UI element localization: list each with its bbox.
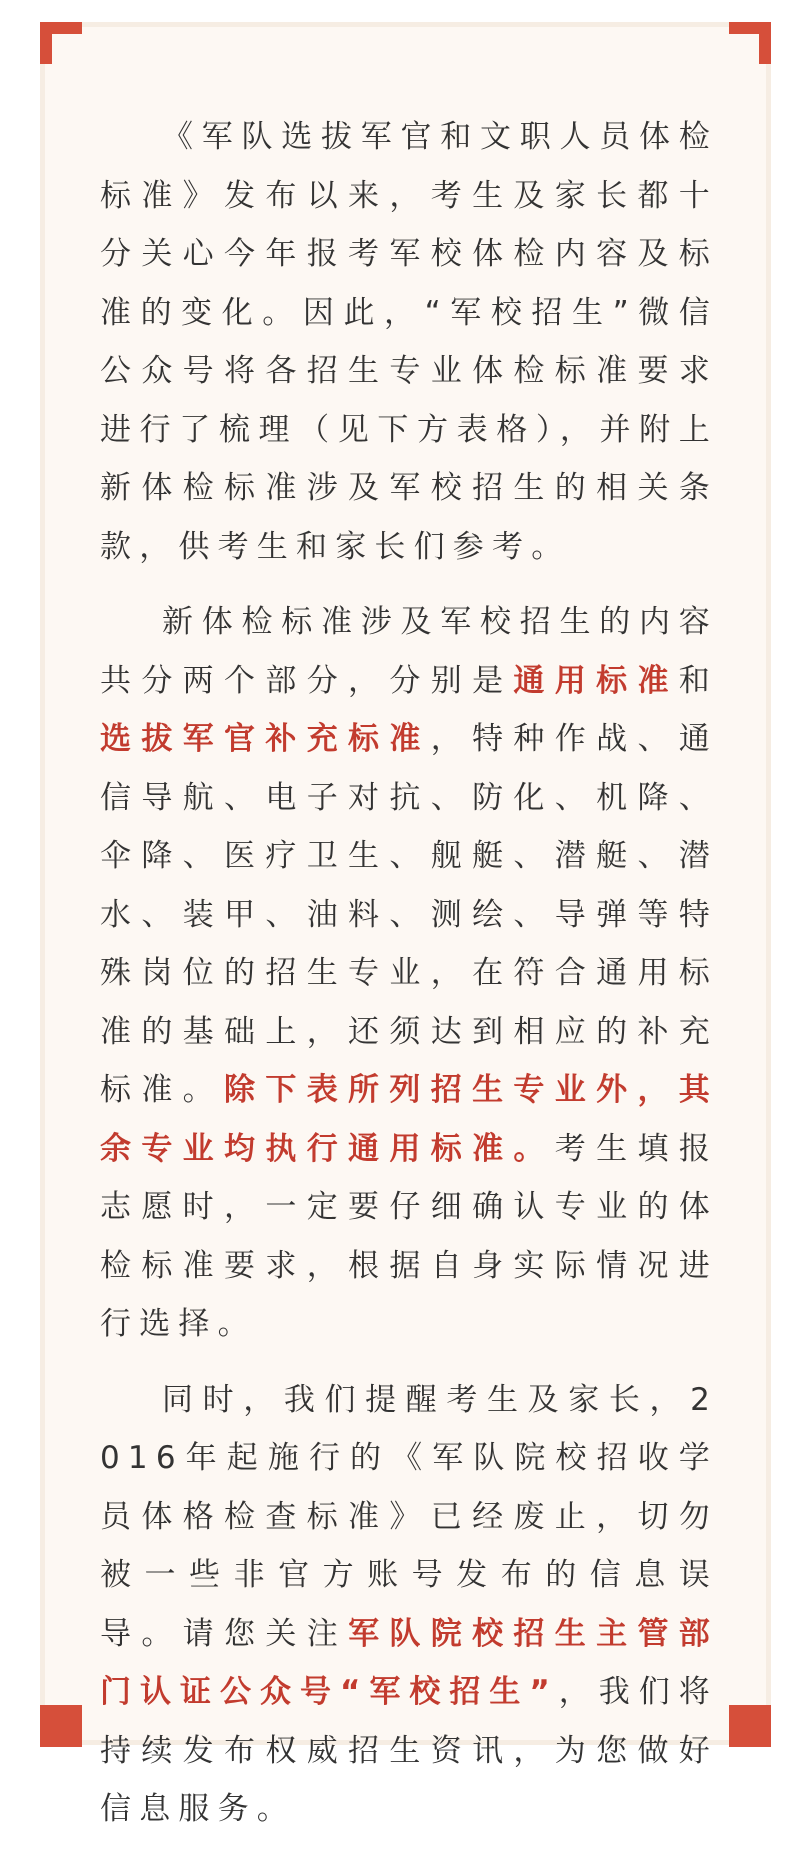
highlight-other-majors-note: 除下表所列招生专业外，其余专业均执行通用标准。 xyxy=(100,1072,718,1167)
highlight-general-standard: 通用标准 xyxy=(513,662,679,699)
paragraph-standards xyxy=(100,593,718,1354)
standards-text-4: 考生填报志愿时，一定要仔细确认专业的体检标准要求，根据自身实际情况进行选择。 xyxy=(100,1130,718,1342)
standards-text-2: 和 xyxy=(678,662,718,699)
article-body xyxy=(100,108,718,1856)
corner-decoration-bottom-left xyxy=(40,1705,82,1747)
highlight-official-account: 军队院校招生主管部门认证公众号“军校招生” xyxy=(100,1615,718,1710)
paragraph-intro-text: 《军队选拔军官和文职人员体检标准》发布以来，考生及家长都十分关心今年报考军校体检内容及标准的变化。因此，“军校招生”微信公众号将各招生专业体检标准要求进行了梳理（见下方表格），并附上新体检标准涉及军校招生的相关条款，供考生和家长们参考。 xyxy=(100,119,718,565)
reminder-text-1: 同时，我们提醒考生及家长，2016年起施行的《军队院校招收学员体格检查标准》已经废止，切勿被一些非官方账号发布的信息误导。请您关注 xyxy=(100,1381,718,1652)
corner-decoration-bottom-right xyxy=(729,1705,771,1747)
standards-text-1: 新体检标准涉及军校招生的内容共分两个部分，分别是 xyxy=(100,604,718,699)
corner-decoration-top-left xyxy=(40,22,82,64)
reminder-text-2: ，我们将持续发布权威招生资讯，为您做好信息服务。 xyxy=(100,1674,718,1827)
corner-decoration-top-right xyxy=(729,22,771,64)
paragraph-reminder xyxy=(100,1371,718,1839)
highlight-supplementary-standard: 选拔军官补充标准 xyxy=(100,721,431,757)
standards-text-3: ，特种作战、通信导航、电子对抗、防化、机降、伞降、医疗卫生、舰艇、潜艇、潜水、装甲、油料、测绘、导弹等特殊岗位的招生专业，在符合通用标准的基础上，还须达到相应的补充标准。 xyxy=(100,721,718,1108)
paragraph-intro xyxy=(100,108,718,576)
